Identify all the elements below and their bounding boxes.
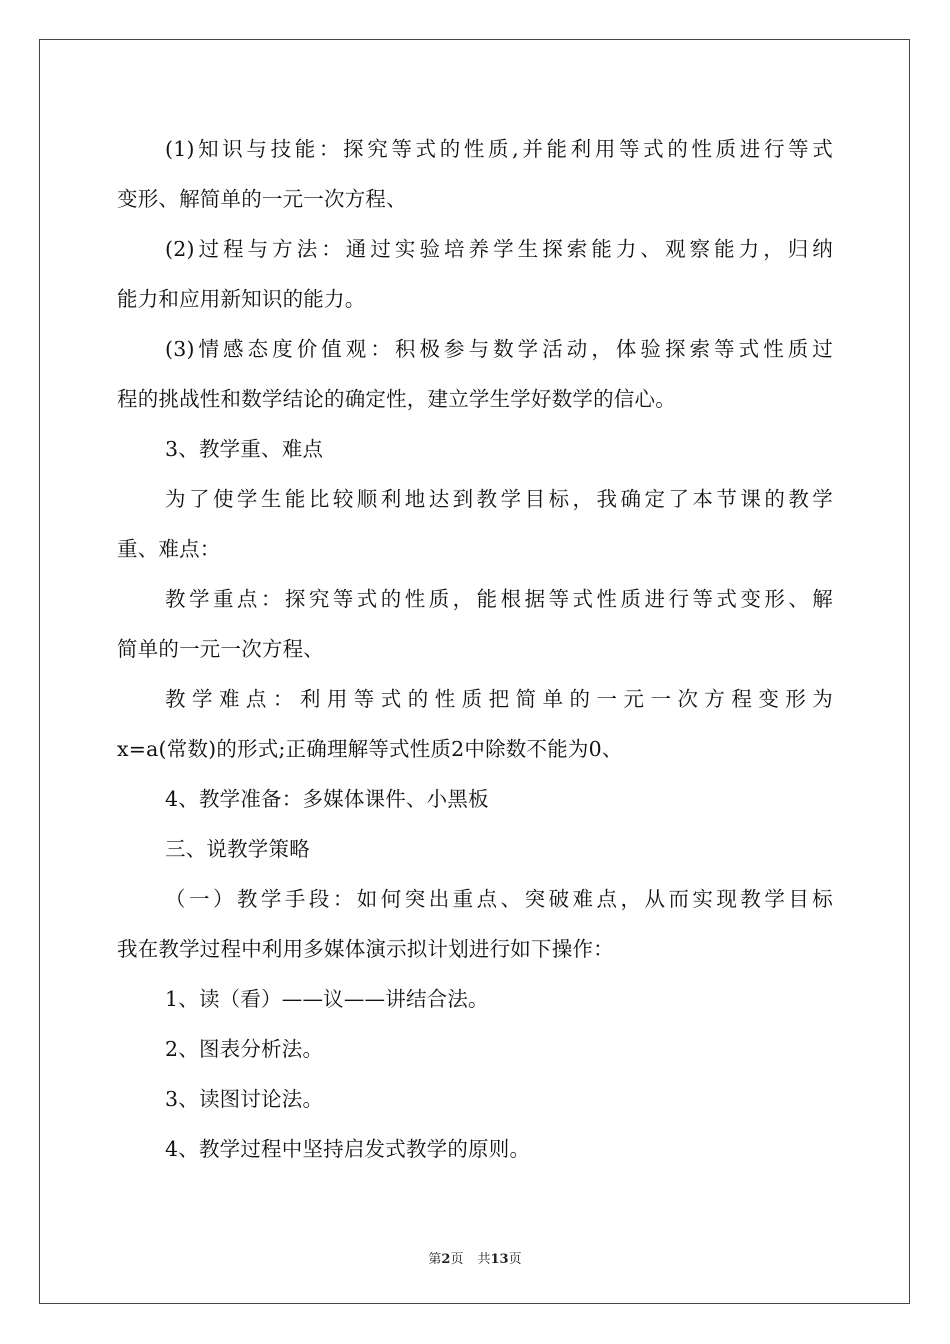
page-footer [0,1252,950,1268]
paragraph-line-4: 能力和应用新知识的能力。 [117,287,366,311]
paragraph-line-9: 重、难点： [117,537,221,561]
page-number: 2 [441,1252,451,1267]
section-heading-three: 三、说教学策略 [165,837,310,861]
section-heading-4: 4、教学准备：多媒体课件、小黑板 [165,787,489,811]
list-item-2: 2、图表分析法。 [165,1037,324,1061]
page-prefix: 第 [428,1252,442,1267]
section-heading-3: 3、教学重、难点 [165,437,324,461]
list-item-3: 3、读图讨论法。 [165,1087,324,1111]
total-pages: 13 [490,1252,509,1267]
list-item-4: 4、教学过程中坚持启发式教学的原则。 [165,1137,531,1161]
list-item-1: 1、读（看）——议——讲结合法。 [165,987,489,1011]
paragraph-line-10: 教学重点：探究等式的性质，能根据等式性质进行等式变形、解 [165,587,833,611]
paragraph-line-16: （一）教学手段：如何突出重点、突破难点，从而实现教学目标 [165,887,833,911]
paragraph-line-3: (2)过程与方法：通过实验培养学生探索能力、观察能力，归纳 [165,237,833,261]
page-suffix: 页 [450,1252,464,1267]
paragraph-line-17: 我在教学过程中利用多媒体演示拟计划进行如下操作： [117,937,614,961]
total-suffix: 页 [508,1252,522,1267]
paragraph-line-1: (1)知识与技能：探究等式的性质,并能利用等式的性质进行等式 [165,137,833,161]
paragraph-line-13: x=a(常数)的形式;正确理解等式性质2中除数不能为0、 [117,737,623,761]
paragraph-line-2: 变形、解简单的一元一次方程、 [117,187,407,211]
total-prefix: 共 [477,1252,491,1267]
paragraph-line-8: 为了使学生能比较顺利地达到教学目标，我确定了本节课的教学 [165,487,833,511]
paragraph-line-5: (3)情感态度价值观：积极参与数学活动，体验探索等式性质过 [165,337,833,361]
paragraph-line-12: 教学难点：利用等式的性质把简单的一元一次方程变形为 [165,687,833,711]
paragraph-line-6: 程的挑战性和数学结论的确定性，建立学生学好数学的信心。 [117,387,676,411]
paragraph-line-11: 简单的一元一次方程、 [117,637,324,661]
page-border [39,39,910,1304]
